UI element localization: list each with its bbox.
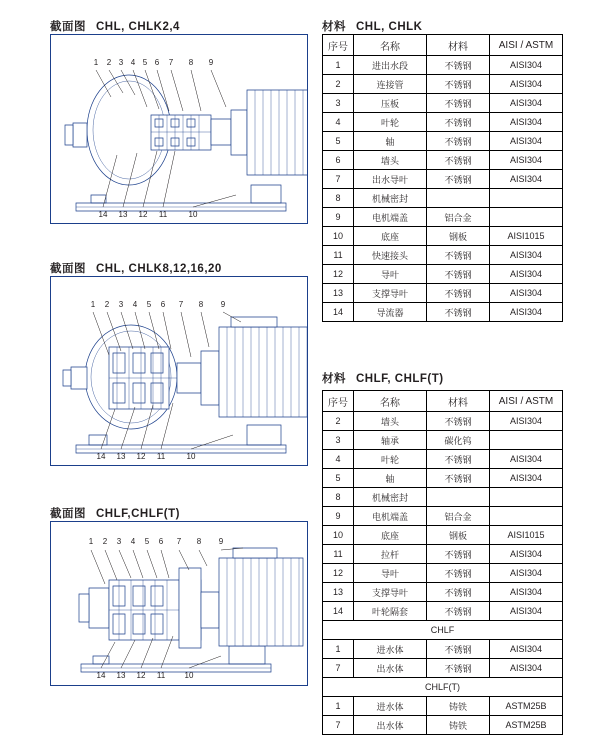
cell-name: 进出水段 <box>354 56 427 75</box>
cell-name: 导叶 <box>354 564 427 583</box>
cell-no: 8 <box>323 488 354 507</box>
cell-material: 铝合金 <box>427 208 490 227</box>
cell-name: 轴 <box>354 132 427 151</box>
cell-material: 不锈钢 <box>427 602 490 621</box>
cell-no: 8 <box>323 189 354 208</box>
cell-material <box>427 488 490 507</box>
cell-no: 7 <box>323 716 354 735</box>
cell-name: 机械密封 <box>354 488 427 507</box>
table-row <box>323 488 563 507</box>
table-row <box>323 583 563 602</box>
cell-name: 电机端盖 <box>354 208 427 227</box>
cell-no: 10 <box>323 526 354 545</box>
svg-text:1: 1 <box>88 537 94 546</box>
cell-standard <box>490 189 563 208</box>
table-row <box>323 56 563 75</box>
table-row <box>323 526 563 545</box>
svg-text:12: 12 <box>136 452 146 461</box>
header-standard: AISI / ASTM <box>490 391 563 412</box>
section-title-drawing2 <box>50 260 222 276</box>
cell-material: 铸铁 <box>427 716 490 735</box>
svg-text:9: 9 <box>218 537 224 546</box>
cell-standard: AISI304 <box>490 75 563 94</box>
cell-name: 叶轮 <box>354 113 427 132</box>
cell-material <box>427 189 490 208</box>
svg-text:10: 10 <box>186 452 196 461</box>
cell-no: 11 <box>323 246 354 265</box>
header-name: 名称 <box>354 391 427 412</box>
cell-material: 不锈钢 <box>427 246 490 265</box>
table-row <box>323 170 563 189</box>
cell-material: 不锈钢 <box>427 640 490 659</box>
header-material: 材料 <box>427 391 490 412</box>
header-no: 序号 <box>323 35 354 56</box>
cell-no: 4 <box>323 450 354 469</box>
cell-standard: AISI304 <box>490 94 563 113</box>
cell-standard: AISI304 <box>490 412 563 431</box>
cell-standard: AISI304 <box>490 450 563 469</box>
cell-name: 墙头 <box>354 151 427 170</box>
drawing-chlf <box>50 521 308 686</box>
cell-name: 进水体 <box>354 640 427 659</box>
svg-text:3: 3 <box>118 300 124 309</box>
table-row <box>323 208 563 227</box>
cell-material: 不锈钢 <box>427 564 490 583</box>
svg-text:5: 5 <box>144 537 150 546</box>
cell-material: 不锈钢 <box>427 170 490 189</box>
cell-name: 底座 <box>354 526 427 545</box>
svg-text:8: 8 <box>188 58 194 67</box>
drawing1-label: 截面图 <box>50 21 86 33</box>
cell-standard: AISI304 <box>490 265 563 284</box>
section-title-table1 <box>322 18 422 34</box>
cell-no: 3 <box>323 94 354 113</box>
table-header-row <box>323 391 563 412</box>
header-material: 材料 <box>427 35 490 56</box>
svg-text:8: 8 <box>198 300 204 309</box>
svg-text:13: 13 <box>116 671 126 680</box>
section-title-drawing3 <box>50 505 180 521</box>
materials-table-chl-chlk <box>322 34 563 322</box>
cell-standard: AISI304 <box>490 640 563 659</box>
table-group-header <box>323 621 563 640</box>
cell-standard: AISI304 <box>490 545 563 564</box>
svg-text:13: 13 <box>118 210 128 219</box>
table-row <box>323 412 563 431</box>
pump-cross-section-2 <box>51 277 307 465</box>
table-header-row <box>323 35 563 56</box>
cell-no: 12 <box>323 564 354 583</box>
svg-text:5: 5 <box>142 58 148 67</box>
table-row <box>323 659 563 678</box>
svg-text:1: 1 <box>90 300 96 309</box>
table2-title: CHLF, CHLF(T) <box>356 373 444 385</box>
cell-material: 不锈钢 <box>427 659 490 678</box>
cell-name: 支撑导叶 <box>354 583 427 602</box>
cell-material: 不锈钢 <box>427 94 490 113</box>
cell-no: 2 <box>323 75 354 94</box>
svg-text:2: 2 <box>104 300 110 309</box>
table-row <box>323 227 563 246</box>
cell-standard: ASTM25B <box>490 697 563 716</box>
materials-table-chlf <box>322 390 563 735</box>
cell-material: 钢板 <box>427 227 490 246</box>
cell-name: 支撑导叶 <box>354 284 427 303</box>
cell-standard: AISI1015 <box>490 227 563 246</box>
group-title-chlf: CHLF <box>323 621 563 640</box>
cell-no: 13 <box>323 284 354 303</box>
header-name: 名称 <box>354 35 427 56</box>
cell-material: 铸铁 <box>427 697 490 716</box>
cell-name: 电机端盖 <box>354 507 427 526</box>
table2-label: 材料 <box>322 373 346 385</box>
cell-standard: AISI304 <box>490 284 563 303</box>
cell-material: 不锈钢 <box>427 132 490 151</box>
cell-standard: AISI304 <box>490 659 563 678</box>
cell-no: 7 <box>323 659 354 678</box>
svg-text:13: 13 <box>116 452 126 461</box>
section-title-table2 <box>322 370 444 386</box>
cell-name: 拉杆 <box>354 545 427 564</box>
cell-standard: AISI304 <box>490 113 563 132</box>
table-row <box>323 697 563 716</box>
cell-no: 5 <box>323 132 354 151</box>
cell-name: 导叶 <box>354 265 427 284</box>
svg-text:4: 4 <box>130 58 136 67</box>
table-row <box>323 545 563 564</box>
cell-name: 叶轮 <box>354 450 427 469</box>
cell-no: 4 <box>323 113 354 132</box>
cell-name: 快速接头 <box>354 246 427 265</box>
cell-no: 11 <box>323 545 354 564</box>
cell-name: 导流器 <box>354 303 427 322</box>
cell-name: 进水体 <box>354 697 427 716</box>
pump-cross-section-3 <box>51 522 307 685</box>
cell-no: 3 <box>323 431 354 450</box>
table-row <box>323 75 563 94</box>
cell-name: 底座 <box>354 227 427 246</box>
cell-no: 2 <box>323 412 354 431</box>
drawing3-label: 截面图 <box>50 508 86 520</box>
cell-no: 14 <box>323 602 354 621</box>
cell-standard: AISI304 <box>490 303 563 322</box>
cell-standard <box>490 488 563 507</box>
svg-text:6: 6 <box>158 537 164 546</box>
svg-text:7: 7 <box>168 58 174 67</box>
cell-standard: AISI304 <box>490 151 563 170</box>
cell-no: 9 <box>323 208 354 227</box>
svg-text:9: 9 <box>208 58 214 67</box>
cell-no: 10 <box>323 227 354 246</box>
table-row <box>323 640 563 659</box>
cell-material: 不锈钢 <box>427 303 490 322</box>
cell-no: 5 <box>323 469 354 488</box>
cell-standard <box>490 208 563 227</box>
table-row <box>323 716 563 735</box>
table-row <box>323 303 563 322</box>
cell-name: 墙头 <box>354 412 427 431</box>
cell-name: 叶轮隔套 <box>354 602 427 621</box>
table-row <box>323 284 563 303</box>
cell-standard: AISI304 <box>490 583 563 602</box>
table-row <box>323 431 563 450</box>
drawing2-title: CHL, CHLK8,12,16,20 <box>96 263 222 275</box>
svg-text:14: 14 <box>96 671 106 680</box>
cell-name: 连接管 <box>354 75 427 94</box>
header-standard: AISI / ASTM <box>490 35 563 56</box>
drawing-chl-chlk8-20 <box>50 276 308 466</box>
svg-text:5: 5 <box>146 300 152 309</box>
cell-name: 机械密封 <box>354 189 427 208</box>
table-row <box>323 507 563 526</box>
svg-text:11: 11 <box>158 210 168 219</box>
table1-label: 材料 <box>322 21 346 33</box>
cell-material: 不锈钢 <box>427 450 490 469</box>
table1-title: CHL, CHLK <box>356 21 423 33</box>
cell-standard: AISI304 <box>490 602 563 621</box>
svg-text:11: 11 <box>156 452 166 461</box>
table-row <box>323 450 563 469</box>
cell-material: 不锈钢 <box>427 583 490 602</box>
svg-text:10: 10 <box>188 210 198 219</box>
cell-standard: AISI304 <box>490 469 563 488</box>
svg-text:14: 14 <box>96 452 106 461</box>
section-title-drawing1 <box>50 18 180 34</box>
cell-standard <box>490 431 563 450</box>
cell-no: 6 <box>323 151 354 170</box>
table-row <box>323 132 563 151</box>
cell-standard: ASTM25B <box>490 716 563 735</box>
svg-text:12: 12 <box>136 671 146 680</box>
svg-text:7: 7 <box>176 537 182 546</box>
table-row <box>323 94 563 113</box>
cell-name: 出水体 <box>354 659 427 678</box>
table-row <box>323 469 563 488</box>
svg-text:14: 14 <box>98 210 108 219</box>
cell-material: 不锈钢 <box>427 151 490 170</box>
svg-text:2: 2 <box>102 537 108 546</box>
cell-material: 碳化钨 <box>427 431 490 450</box>
svg-text:9: 9 <box>220 300 226 309</box>
drawing1-title: CHL, CHLK2,4 <box>96 21 180 33</box>
svg-text:12: 12 <box>138 210 148 219</box>
cell-material: 不锈钢 <box>427 265 490 284</box>
svg-text:8: 8 <box>196 537 202 546</box>
table-group-header <box>323 678 563 697</box>
cell-standard: AISI304 <box>490 564 563 583</box>
cell-material: 不锈钢 <box>427 284 490 303</box>
cell-material: 不锈钢 <box>427 545 490 564</box>
cell-material: 不锈钢 <box>427 56 490 75</box>
cell-name: 出水导叶 <box>354 170 427 189</box>
svg-text:3: 3 <box>118 58 124 67</box>
cell-name: 出水体 <box>354 716 427 735</box>
table-row <box>323 151 563 170</box>
cell-no: 7 <box>323 170 354 189</box>
svg-text:6: 6 <box>160 300 166 309</box>
cell-name: 轴 <box>354 469 427 488</box>
cell-standard <box>490 507 563 526</box>
cell-no: 1 <box>323 640 354 659</box>
cell-no: 1 <box>323 697 354 716</box>
cell-standard: AISI304 <box>490 56 563 75</box>
cell-material: 不锈钢 <box>427 75 490 94</box>
cell-no: 13 <box>323 583 354 602</box>
svg-text:10: 10 <box>184 671 194 680</box>
svg-text:7: 7 <box>178 300 184 309</box>
cell-standard: AISI304 <box>490 246 563 265</box>
cell-material: 钢板 <box>427 526 490 545</box>
header-no: 序号 <box>323 391 354 412</box>
table-row <box>323 189 563 208</box>
cell-material: 铝合金 <box>427 507 490 526</box>
svg-text:4: 4 <box>132 300 138 309</box>
cell-standard: AISI304 <box>490 170 563 189</box>
cell-material: 不锈钢 <box>427 469 490 488</box>
drawing-chl-chlk2-4 <box>50 34 308 224</box>
table-row <box>323 113 563 132</box>
cell-standard: AISI1015 <box>490 526 563 545</box>
group-title-chlft: CHLF(T) <box>323 678 563 697</box>
cell-no: 1 <box>323 56 354 75</box>
svg-text:6: 6 <box>154 58 160 67</box>
pump-cross-section-1 <box>51 35 307 223</box>
table-row <box>323 564 563 583</box>
svg-text:4: 4 <box>130 537 136 546</box>
svg-text:3: 3 <box>116 537 122 546</box>
svg-text:11: 11 <box>156 671 166 680</box>
table-row <box>323 265 563 284</box>
cell-name: 轴承 <box>354 431 427 450</box>
cell-no: 9 <box>323 507 354 526</box>
svg-text:2: 2 <box>106 58 112 67</box>
svg-text:1: 1 <box>93 58 99 67</box>
table-row <box>323 602 563 621</box>
cell-standard: AISI304 <box>490 132 563 151</box>
cell-material: 不锈钢 <box>427 412 490 431</box>
table-row <box>323 246 563 265</box>
drawing2-label: 截面图 <box>50 263 86 275</box>
cell-no: 14 <box>323 303 354 322</box>
cell-name: 压板 <box>354 94 427 113</box>
drawing3-title: CHLF,CHLF(T) <box>96 508 180 520</box>
cell-no: 12 <box>323 265 354 284</box>
cell-material: 不锈钢 <box>427 113 490 132</box>
